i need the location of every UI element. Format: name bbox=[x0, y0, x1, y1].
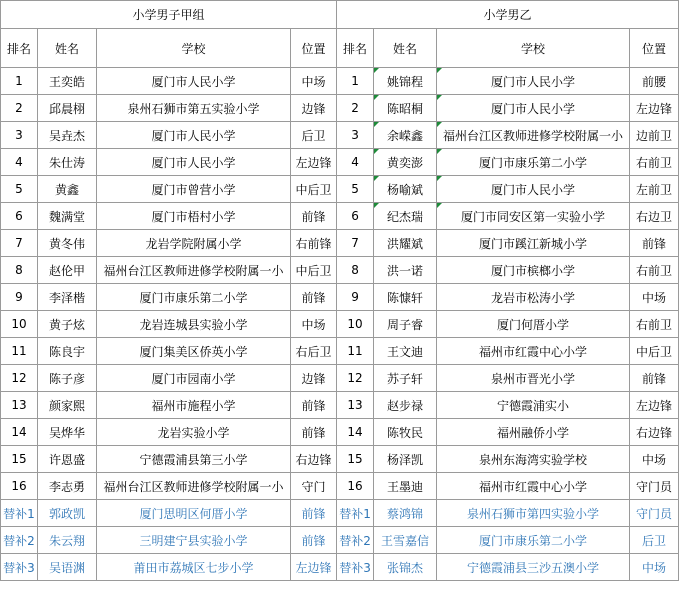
right-name-cell: 黄奕澎 bbox=[374, 149, 437, 176]
left-name-cell: 郭政凯 bbox=[38, 500, 97, 527]
right-school-cell: 福州台江区教师进修学校附属一小 bbox=[437, 122, 630, 149]
right-rank-cell: 10 bbox=[337, 311, 374, 338]
right-rank-cell: 7 bbox=[337, 230, 374, 257]
left-school-cell: 三明建宁县实验小学 bbox=[97, 527, 291, 554]
table-row bbox=[1, 149, 679, 176]
right-rank-cell: 8 bbox=[337, 257, 374, 284]
left-position-cell: 中场 bbox=[291, 68, 337, 95]
right-position-cell: 前腰 bbox=[630, 68, 679, 95]
right-rank-cell: 12 bbox=[337, 365, 374, 392]
right-position-cell: 边前卫 bbox=[630, 122, 679, 149]
right-school-cell: 龙岩市松涛小学 bbox=[437, 284, 630, 311]
left-name-cell: 陈良宇 bbox=[38, 338, 97, 365]
right-rank-cell: 6 bbox=[337, 203, 374, 230]
left-position-cell: 右后卫 bbox=[291, 338, 337, 365]
left-rank-cell: 1 bbox=[1, 68, 38, 95]
left-school-cell: 宁德霞浦县第三小学 bbox=[97, 446, 291, 473]
right-position-cell: 右前卫 bbox=[630, 311, 679, 338]
right-position-cell: 中场 bbox=[630, 284, 679, 311]
left-school-cell: 厦门市梧村小学 bbox=[97, 203, 291, 230]
left-header-school: 学校 bbox=[97, 29, 291, 68]
right-rank-cell: 5 bbox=[337, 176, 374, 203]
right-school-cell: 厦门市康乐第二小学 bbox=[437, 527, 630, 554]
right-school-cell: 泉州市晋光小学 bbox=[437, 365, 630, 392]
right-name-cell: 赵步禄 bbox=[374, 392, 437, 419]
right-school-cell: 厦门市槟榔小学 bbox=[437, 257, 630, 284]
right-name-cell: 张锦杰 bbox=[374, 554, 437, 581]
right-position-cell: 前锋 bbox=[630, 230, 679, 257]
table-row bbox=[1, 446, 679, 473]
left-position-cell: 前锋 bbox=[291, 500, 337, 527]
left-name-cell: 黄子炫 bbox=[38, 311, 97, 338]
right-name-cell: 洪耀斌 bbox=[374, 230, 437, 257]
table-row bbox=[1, 419, 679, 446]
left-name-cell: 朱仕涛 bbox=[38, 149, 97, 176]
table-row bbox=[1, 68, 679, 95]
right-rank-cell: 14 bbox=[337, 419, 374, 446]
right-position-cell: 后卫 bbox=[630, 527, 679, 554]
left-school-cell: 龙岩连城县实验小学 bbox=[97, 311, 291, 338]
right-name-cell: 纪杰瑞 bbox=[374, 203, 437, 230]
left-position-cell: 中场 bbox=[291, 311, 337, 338]
left-rank-cell: 2 bbox=[1, 95, 38, 122]
right-position-cell: 中后卫 bbox=[630, 338, 679, 365]
right-position-cell: 中场 bbox=[630, 446, 679, 473]
left-school-cell: 泉州石狮市第五实验小学 bbox=[97, 95, 291, 122]
right-school-cell: 厦门市人民小学 bbox=[437, 68, 630, 95]
left-name-cell: 李志勇 bbox=[38, 473, 97, 500]
left-position-cell: 中后卫 bbox=[291, 176, 337, 203]
left-name-cell: 李泽楷 bbox=[38, 284, 97, 311]
table-row bbox=[1, 122, 679, 149]
substitute-row bbox=[1, 527, 679, 554]
title-row bbox=[1, 1, 679, 29]
left-rank-cell: 15 bbox=[1, 446, 38, 473]
right-name-cell: 苏子轩 bbox=[374, 365, 437, 392]
left-rank-cell: 16 bbox=[1, 473, 38, 500]
left-school-cell: 厦门市园南小学 bbox=[97, 365, 291, 392]
substitute-row bbox=[1, 500, 679, 527]
header-row bbox=[1, 29, 679, 68]
left-school-cell: 福州市施程小学 bbox=[97, 392, 291, 419]
left-name-cell: 魏满堂 bbox=[38, 203, 97, 230]
right-name-cell: 杨泽凯 bbox=[374, 446, 437, 473]
right-name-cell: 陈牧民 bbox=[374, 419, 437, 446]
right-rank-cell: 1 bbox=[337, 68, 374, 95]
right-header-name: 姓名 bbox=[374, 29, 437, 68]
right-school-cell: 泉州石狮市第四实验小学 bbox=[437, 500, 630, 527]
right-name-cell: 王雪嘉信 bbox=[374, 527, 437, 554]
left-name-cell: 王奕皓 bbox=[38, 68, 97, 95]
right-name-cell: 王文迪 bbox=[374, 338, 437, 365]
left-position-cell: 前锋 bbox=[291, 419, 337, 446]
right-position-cell: 守门员 bbox=[630, 473, 679, 500]
right-header-school: 学校 bbox=[437, 29, 630, 68]
left-rank-cell: 4 bbox=[1, 149, 38, 176]
right-position-cell: 左前卫 bbox=[630, 176, 679, 203]
right-name-cell: 蔡鸿锦 bbox=[374, 500, 437, 527]
right-rank-cell: 11 bbox=[337, 338, 374, 365]
right-name-cell: 姚锦程 bbox=[374, 68, 437, 95]
left-name-cell: 陈子彦 bbox=[38, 365, 97, 392]
right-rank-cell: 9 bbox=[337, 284, 374, 311]
table-row bbox=[1, 473, 679, 500]
left-name-cell: 颜家熙 bbox=[38, 392, 97, 419]
right-header-position: 位置 bbox=[630, 29, 679, 68]
left-school-cell: 福州台江区教师进修学校附属一小 bbox=[97, 257, 291, 284]
left-name-cell: 黄鑫 bbox=[38, 176, 97, 203]
table-row bbox=[1, 338, 679, 365]
left-position-cell: 边锋 bbox=[291, 365, 337, 392]
right-name-cell: 余嵘鑫 bbox=[374, 122, 437, 149]
left-name-cell: 赵伦甲 bbox=[38, 257, 97, 284]
right-name-cell: 王墨迪 bbox=[374, 473, 437, 500]
left-rank-cell: 7 bbox=[1, 230, 38, 257]
left-position-cell: 前锋 bbox=[291, 284, 337, 311]
left-school-cell: 龙岩学院附属小学 bbox=[97, 230, 291, 257]
table-row bbox=[1, 176, 679, 203]
right-position-cell: 右边锋 bbox=[630, 419, 679, 446]
left-school-cell: 厦门思明区何厝小学 bbox=[97, 500, 291, 527]
left-name-cell: 黄冬伟 bbox=[38, 230, 97, 257]
roster-body bbox=[1, 1, 679, 581]
left-position-cell: 右前锋 bbox=[291, 230, 337, 257]
left-school-cell: 厦门集美区侨英小学 bbox=[97, 338, 291, 365]
left-rank-cell: 12 bbox=[1, 365, 38, 392]
left-position-cell: 右边锋 bbox=[291, 446, 337, 473]
substitute-row bbox=[1, 554, 679, 581]
left-rank-cell: 14 bbox=[1, 419, 38, 446]
left-rank-cell: 6 bbox=[1, 203, 38, 230]
right-position-cell: 守门员 bbox=[630, 500, 679, 527]
right-position-cell: 中场 bbox=[630, 554, 679, 581]
right-rank-cell: 替补3 bbox=[337, 554, 374, 581]
left-position-cell: 中后卫 bbox=[291, 257, 337, 284]
table-row bbox=[1, 203, 679, 230]
right-school-cell: 厦门市康乐第二小学 bbox=[437, 149, 630, 176]
right-group-title: 小学男乙 bbox=[337, 1, 679, 29]
left-rank-cell: 3 bbox=[1, 122, 38, 149]
right-school-cell: 宁德霞浦实小 bbox=[437, 392, 630, 419]
left-header-position: 位置 bbox=[291, 29, 337, 68]
right-name-cell: 陈昭桐 bbox=[374, 95, 437, 122]
left-rank-cell: 8 bbox=[1, 257, 38, 284]
table-row bbox=[1, 230, 679, 257]
left-name-cell: 朱云翔 bbox=[38, 527, 97, 554]
left-school-cell: 龙岩实验小学 bbox=[97, 419, 291, 446]
right-rank-cell: 替补1 bbox=[337, 500, 374, 527]
left-school-cell: 厦门市人民小学 bbox=[97, 68, 291, 95]
left-rank-cell: 9 bbox=[1, 284, 38, 311]
left-group-title: 小学男子甲组 bbox=[1, 1, 337, 29]
right-rank-cell: 2 bbox=[337, 95, 374, 122]
left-school-cell: 厦门市曾营小学 bbox=[97, 176, 291, 203]
left-position-cell: 前锋 bbox=[291, 392, 337, 419]
right-rank-cell: 替补2 bbox=[337, 527, 374, 554]
right-position-cell: 右前卫 bbox=[630, 257, 679, 284]
left-rank-cell: 替补2 bbox=[1, 527, 38, 554]
right-rank-cell: 16 bbox=[337, 473, 374, 500]
right-position-cell: 右前卫 bbox=[630, 149, 679, 176]
right-position-cell: 左边锋 bbox=[630, 95, 679, 122]
right-school-cell: 厦门何厝小学 bbox=[437, 311, 630, 338]
left-name-cell: 许恩盛 bbox=[38, 446, 97, 473]
right-header-rank: 排名 bbox=[337, 29, 374, 68]
right-school-cell: 宁德霞浦县三沙五澳小学 bbox=[437, 554, 630, 581]
table-row bbox=[1, 392, 679, 419]
right-school-cell: 厦门市人民小学 bbox=[437, 95, 630, 122]
left-name-cell: 吴烨华 bbox=[38, 419, 97, 446]
left-rank-cell: 13 bbox=[1, 392, 38, 419]
right-school-cell: 福州融侨小学 bbox=[437, 419, 630, 446]
right-school-cell: 厦门市蹊江新城小学 bbox=[437, 230, 630, 257]
left-rank-cell: 11 bbox=[1, 338, 38, 365]
left-name-cell: 吴语渊 bbox=[38, 554, 97, 581]
right-rank-cell: 3 bbox=[337, 122, 374, 149]
left-school-cell: 莆田市荔城区七步小学 bbox=[97, 554, 291, 581]
right-rank-cell: 15 bbox=[337, 446, 374, 473]
table-row bbox=[1, 95, 679, 122]
left-name-cell: 吴垚杰 bbox=[38, 122, 97, 149]
left-position-cell: 前锋 bbox=[291, 527, 337, 554]
right-school-cell: 厦门市同安区第一实验小学 bbox=[437, 203, 630, 230]
table-row bbox=[1, 311, 679, 338]
right-name-cell: 杨喻斌 bbox=[374, 176, 437, 203]
right-rank-cell: 4 bbox=[337, 149, 374, 176]
right-name-cell: 周子睿 bbox=[374, 311, 437, 338]
right-school-cell: 泉州东海湾实验学校 bbox=[437, 446, 630, 473]
left-position-cell: 守门 bbox=[291, 473, 337, 500]
left-name-cell: 邱晨栩 bbox=[38, 95, 97, 122]
right-school-cell: 福州市红霞中心小学 bbox=[437, 338, 630, 365]
left-position-cell: 左边锋 bbox=[291, 554, 337, 581]
left-school-cell: 福州台江区教师进修学校附属一小 bbox=[97, 473, 291, 500]
right-school-cell: 福州市红霞中心小学 bbox=[437, 473, 630, 500]
left-position-cell: 左边锋 bbox=[291, 149, 337, 176]
right-name-cell: 陈慷轩 bbox=[374, 284, 437, 311]
left-rank-cell: 替补3 bbox=[1, 554, 38, 581]
left-school-cell: 厦门市人民小学 bbox=[97, 122, 291, 149]
left-school-cell: 厦门市人民小学 bbox=[97, 149, 291, 176]
left-school-cell: 厦门市康乐第二小学 bbox=[97, 284, 291, 311]
right-position-cell: 前锋 bbox=[630, 365, 679, 392]
left-position-cell: 后卫 bbox=[291, 122, 337, 149]
table-row bbox=[1, 284, 679, 311]
left-rank-cell: 5 bbox=[1, 176, 38, 203]
right-school-cell: 厦门市人民小学 bbox=[437, 176, 630, 203]
left-rank-cell: 替补1 bbox=[1, 500, 38, 527]
table-row bbox=[1, 257, 679, 284]
left-position-cell: 前锋 bbox=[291, 203, 337, 230]
right-position-cell: 右边卫 bbox=[630, 203, 679, 230]
left-header-name: 姓名 bbox=[38, 29, 97, 68]
table-row bbox=[1, 365, 679, 392]
right-rank-cell: 13 bbox=[337, 392, 374, 419]
left-rank-cell: 10 bbox=[1, 311, 38, 338]
left-header-rank: 排名 bbox=[1, 29, 38, 68]
left-position-cell: 边锋 bbox=[291, 95, 337, 122]
right-name-cell: 洪一诺 bbox=[374, 257, 437, 284]
right-position-cell: 左边锋 bbox=[630, 392, 679, 419]
